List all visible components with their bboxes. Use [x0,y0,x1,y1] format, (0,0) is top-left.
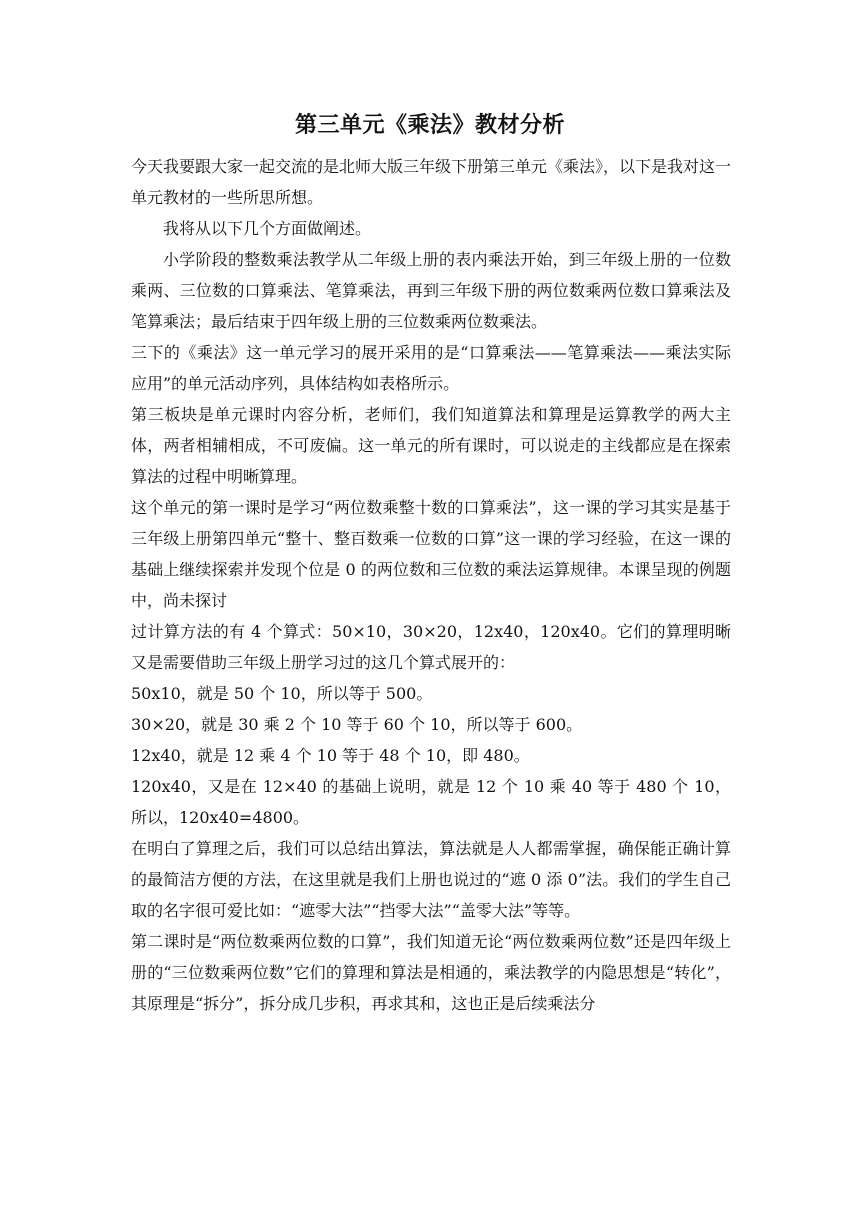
paragraph: 120x40，又是在 12×40 的基础上说明，就是 12 个 10 乘 40 等于 480 个 10， 所以，120x40=4800。 [131,777,731,827]
paragraph: 三下的《乘法》这一单元学习的展开采用的是“口算乘法——笔算乘法——乘法实际应用”的单元活动序列，具体结构如表格所示。 [131,343,731,393]
document-title: 第三单元《乘法》教材分析 [294,113,565,138]
paragraph: 小学阶段的整数乘法教学从二年级上册的表内乘法开始，到三年级上册的一位数乘两、三位数的口算乘法、笔算乘法，再到三年级下册的两位数乘两位数口算乘法及笔算乘法；最后结束于四年级上册的三位数乘两位数乘法。 [131,250,731,331]
paragraph: 过计算方法的有 4 个算式：50×10，30×20，12x40，120x40。它们的算理明晰又是需要借助三年级上册学习过的这几个算式展开的： [131,622,731,672]
paragraph: 第二课时是“两位数乘两位数的口算”，我们知道无论“两位数乘两位数”还是四年级上册的“三位数乘两位数”它们的算理和算法是相通的，乘法教学的内隐思想是“转化”，其原理是“拆分”，拆分成几步积，再求其和，这也正是后续乘法分 [131,932,731,1013]
paragraph: 12x40，就是 12 乘 4 个 10 等于 48 个 10，即 480。 [131,746,530,765]
paragraph: 在明白了算理之后，我们可以总结出算法，算法就是人人都需掌握，确保能正确计算的最简洁方便的方法，在这里就是我们上册也说过的“遮 0 添 0”法。我们的学生自己取的名字很可爱比如：“遮零大法”“挡零大法”“盖零大法”等等。 [131,839,731,920]
paragraph: 这个单元的第一课时是学习“两位数乘整十数的口算乘法”，这一课的学习其实是基于三年级上册第四单元“整十、整百数乘一位数的口算”这一课的学习经验，在这一课的基础上继续探索并发现个位是 0 的两位数和三位数的乘法运算规律。本课呈现的例题中，尚未探讨 [131,498,731,610]
paragraph: 50x10，就是 50 个 10，所以等于 500。 [131,684,433,703]
paragraph: 第三板块是单元课时内容分析，老师们，我们知道算法和算理是运算教学的两大主体，两者相辅相成，不可废偏。这一单元的所有课时，可以说走的主线都应是在探索算法的过程中明晰算理。 [131,405,731,486]
paragraph: 我将从以下几个方面做阐述。 [163,219,372,238]
paragraph: 30×20，就是 30 乘 2 个 10 等于 60 个 10，所以等于 600。 [131,715,583,734]
document-body [131,151,731,1019]
paragraph: 今天我要跟大家一起交流的是北师大版三年级下册第三单元《乘法》，以下是我对这一单元教材的一些所思所想。 [131,157,732,207]
